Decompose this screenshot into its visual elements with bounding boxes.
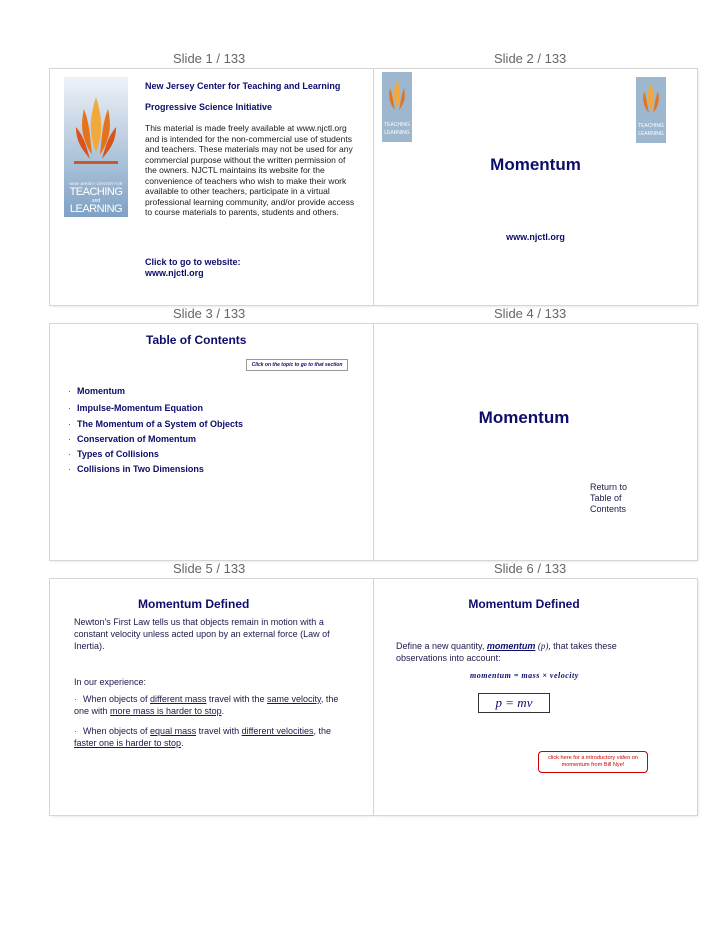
toc-item-momentum[interactable]: · Momentum <box>68 386 125 396</box>
slide-label-2: Slide 2 / 133 <box>494 51 567 66</box>
obs2-u1: equal mass <box>150 726 197 736</box>
njctl-logo-left <box>380 72 414 142</box>
toc-item-label: Momentum <box>77 386 125 396</box>
obs1-u2: same velocity <box>266 694 321 704</box>
license-text: This material is made freely available at www.njctl.org and is intended for the non-commercial use of students and teachers. These materials may not be used for any commercial purpose without the written permission of the owners. NJCTL maintains its website for the convenience of teachers who wish to make their work available to other teachers, participate in a virtual professional learning community, and/or provide access to course materials to parents, students and others. <box>145 123 355 217</box>
toc-item-collisions[interactable]: · Types of Collisions <box>68 449 159 459</box>
momentum-formula-box <box>478 693 550 713</box>
toc-item-label: Types of Collisions <box>77 449 159 459</box>
obs2-t4: . <box>181 738 184 748</box>
slide-label-4: Slide 4 / 133 <box>494 306 567 321</box>
definition-text <box>396 640 666 664</box>
obs2-u2: different velocities <box>241 726 314 736</box>
logo-right-learning: LEARNING <box>638 131 664 137</box>
initiative-name: Progressive Science Initiative <box>145 102 273 112</box>
word-equation: momentum = mass × velocity <box>470 671 579 680</box>
obs1-t1: When objects of <box>83 694 151 704</box>
toc-item-label: Collisions in Two Dimensions <box>77 464 204 474</box>
logo-left-learning: LEARNING <box>384 130 410 136</box>
logo-right-teaching: TEACHING <box>638 123 664 129</box>
website-prompt[interactable]: Click to go to website: <box>145 257 241 267</box>
toc-item-label: Impulse-Momentum Equation <box>77 403 203 413</box>
toc-item-impulse[interactable]: · Impulse-Momentum Equation <box>68 403 203 413</box>
obs2-t1: When objects of <box>83 726 151 736</box>
toc-item-2d-collisions[interactable]: · Collisions in Two Dimensions <box>68 464 204 474</box>
return-to-toc-link[interactable] <box>590 482 627 515</box>
njctl-logo <box>60 77 132 217</box>
obs1-t3: , the one with <box>74 694 339 716</box>
experience-text: In our experience: <box>74 677 147 687</box>
toc-item-conservation[interactable]: · Conservation of Momentum <box>68 434 197 444</box>
logo-line1: NEW JERSEY CENTER FOR <box>69 181 123 186</box>
njctl-logo-right <box>634 77 668 143</box>
obs1-t2: travel with the <box>206 694 267 704</box>
obs1-t4: . <box>221 706 225 716</box>
website-link[interactable]: www.njctl.org <box>145 268 204 278</box>
logo-line3: and <box>91 198 101 204</box>
toc-item-label: Conservation of Momentum <box>77 434 197 444</box>
observation-2: · When objects of equal mass travel with different velocities, the faster one is harder to stop. <box>74 726 331 748</box>
slide-2[interactable] <box>374 69 697 305</box>
def-pre: Define a new quantity, <box>396 641 487 651</box>
slide-title: Momentum <box>490 155 581 174</box>
intro-text: Newton's First Law tells us that objects remain in motion with a constant velocity unless acted upon by an external force (Law of Inertia). <box>74 617 330 651</box>
logo-line2: TEACHING <box>69 186 123 198</box>
slide-label-5: Slide 5 / 133 <box>173 561 246 576</box>
return-line-3: Contents <box>590 504 627 514</box>
toc-item-label: The Momentum of a System of Objects <box>77 419 244 429</box>
slide-5[interactable] <box>50 579 373 815</box>
obs1-u3: more mass is harder to stop <box>110 706 222 716</box>
def-word: momentum <box>486 641 536 651</box>
slide-3[interactable] <box>50 324 373 560</box>
org-name: New Jersey Center for Teaching and Learning <box>145 81 341 91</box>
slide-label-1: Slide 1 / 133 <box>173 51 246 66</box>
obs2-t3: , the <box>313 726 331 736</box>
observation-1: · When objects of different mass travel with the same velocity, the one with more mass is harder to stop. <box>74 694 339 716</box>
toc-hint: Click on the topic to go to that section <box>246 359 348 371</box>
slide-4[interactable] <box>374 324 697 560</box>
slide-label-6: Slide 6 / 133 <box>494 561 567 576</box>
toc-title: Table of Contents <box>146 333 247 347</box>
video-link-label: click here for a introductory video on momentum from Bill Nye! <box>548 755 638 768</box>
slide-6[interactable] <box>374 579 697 815</box>
return-line-2: Table of <box>590 493 622 503</box>
return-line-1: Return to <box>590 482 628 492</box>
slide-title: Momentum Defined <box>468 597 580 611</box>
slide-title: Momentum Defined <box>138 597 250 611</box>
obs1-u1: different mass <box>150 694 207 704</box>
obs2-t2: travel with <box>196 726 242 736</box>
def-symbol: (p), <box>537 641 551 651</box>
website-url[interactable]: www.njctl.org <box>506 232 565 242</box>
obs2-u3: faster one is harder to stop <box>74 738 182 748</box>
section-title: Momentum <box>478 408 570 427</box>
logo-line4: LEARNING <box>69 203 123 215</box>
momentum-formula: p = mv <box>495 695 533 710</box>
slide-1[interactable] <box>50 69 373 305</box>
slide-label-3: Slide 3 / 133 <box>173 306 246 321</box>
video-link-button[interactable] <box>538 751 648 773</box>
def-post: that takes these observations into account: <box>396 641 617 663</box>
toc-item-system[interactable]: · The Momentum of a System of Objects <box>68 419 244 429</box>
logo-left-teaching: TEACHING <box>384 122 410 128</box>
